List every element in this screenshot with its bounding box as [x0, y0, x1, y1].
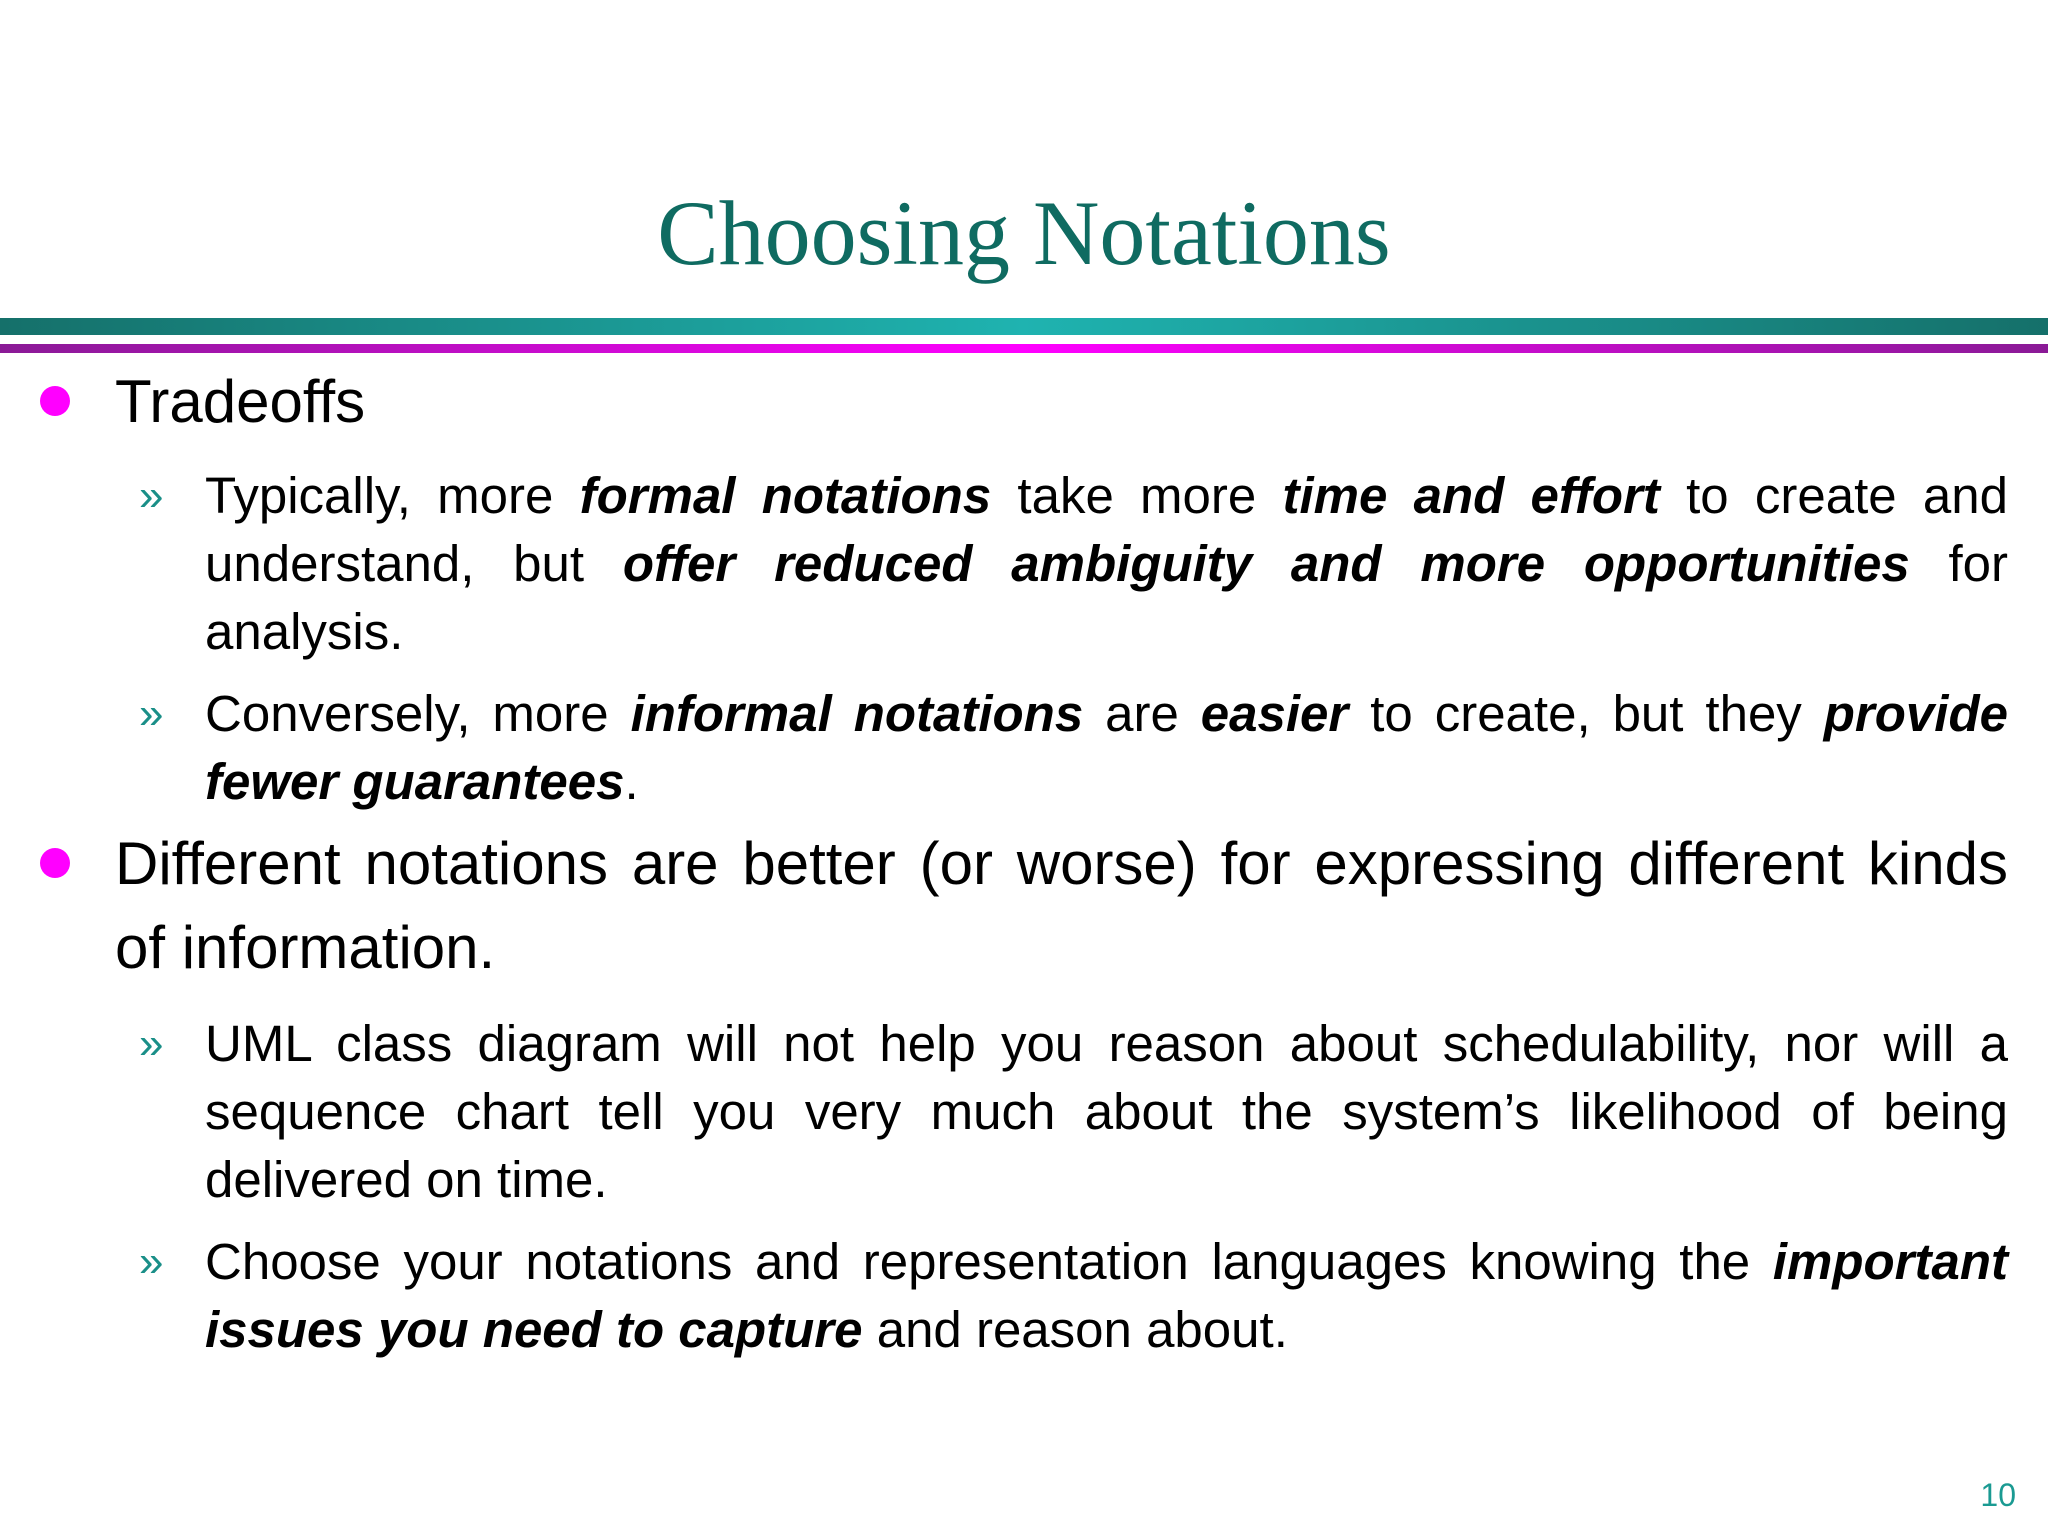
sub-bullet-uml [139, 1010, 2008, 1214]
chevron-icon: » [139, 1019, 164, 1068]
sub-bullet-text: Choose your notations and representation languages knowing the important issues you need to capture and reason about. [205, 1233, 2008, 1358]
bullet-dot-icon [40, 386, 70, 416]
chevron-icon: » [139, 1237, 164, 1286]
sub-bullet-choose [139, 1228, 2008, 1364]
chevron-icon: » [139, 689, 164, 738]
sub-bullet-text: UML class diagram will not help you reason about schedulability, nor will a sequence chart tell you very much about the system’s likelihood of being delivered on time. [205, 1015, 2008, 1208]
sub-bullet-text: Conversely, more informal notations are easier to create, but they provide fewer guarantees. [205, 685, 2008, 810]
sub-bullet-formal [139, 462, 2009, 666]
bullet-tradeoffs [115, 360, 2008, 444]
slide-title: Choosing Notations [657, 182, 1391, 284]
sub-bullet-informal [139, 680, 2008, 816]
bullet-dot-icon [40, 848, 70, 878]
bullet-text: Tradeoffs [115, 368, 366, 435]
title-rule-teal [0, 318, 2048, 335]
bullet-different-notations [115, 822, 2008, 990]
bullet-text: Different notations are better (or worse) for expressing different kinds of information. [115, 830, 2008, 981]
sub-bullet-text: Typically, more formal notations take more time and effort to create and understand, but offer reduced ambiguity and more opportunities for analysis. [205, 467, 2009, 660]
chevron-icon: » [139, 471, 164, 520]
page-number: 10 [1980, 1477, 2016, 1513]
title-rule-magenta [0, 344, 2048, 353]
